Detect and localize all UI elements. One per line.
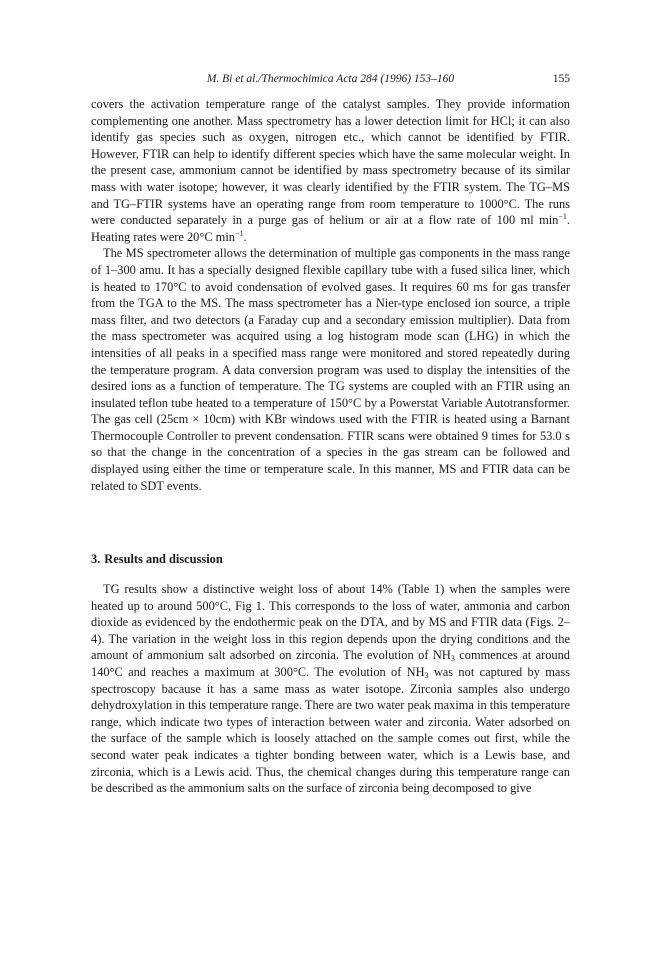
section-title: Results and discussion: [104, 552, 223, 566]
results-text-block: [91, 581, 570, 797]
paragraph-ms-spectrometer: The MS spectrometer allows the determination of multiple gas components in the mass range of 1–300 amu. It has a specially designed flexible capillary tube with a fused silica liner, which is heated to 170°C to avoid condensation of evolved gases. It requires 60 ms for gas transfer from the TGA to the MS. The mass spectrometer has a Nier-type enclosed ion source, a triple mass filter, and two detectors (a Faraday cup and a secondary emission multiplier). Data from the mass spectrometer was acquired using a log histogram mode scan (LHG) in which the intensities of all peaks in a specified mass range were monitored and stored repeatedly during the temperature program. A data conversion program was used to display the intensities of the desired ions as a function of temperature. The TG systems are coupled with an FTIR using an insulated teflon tube heated to a temperature of 150°C by a Powerstat Variable Autotransformer. The gas cell (25cm × 10cm) with KBr windows used with the FTIR is heated using a Barnant Thermocouple Controller to prevent condensation. FTIR scans were obtained 9 times for 53.0 s so that the change in the concentration of a species in the gas stream can be followed and displayed using either the time or temperature scale. In this manner, MS and FTIR data can be related to SDT events.: [91, 246, 570, 493]
paragraph-continued: covers the activation temperature range of the catalyst samples. They provide information complementing one another. Mass spectrometry has a lower detection limit for HCl; it can also identify gas species such as oxygen, nitrogen etc., which cannot be identified by FTIR. However, FTIR can help to identify different species which have the same molecular weight. In the present case, ammonium cannot be identified by mass spectrometry because of its similar mass with water isotope; however, it was clearly identified by the FTIR system. The TG–MS and TG–FTIR systems have an operating range from room temperature to 1000°C. The runs were conducted separately in a purge gas of helium or air at a flow rate of 100 ml $\min^{-1}$. Heating rates were 20°C $\min^{-1}$.: [91, 97, 570, 244]
running-head-title: M. Bi et al./Thermochimica Acta 284 (1996) 153–160: [206, 73, 455, 85]
section-heading: [91, 551, 227, 567]
methods-text-block: [91, 96, 570, 494]
page-number: 155: [552, 73, 570, 85]
running-head: [91, 70, 570, 88]
section-number: 3.: [91, 552, 101, 566]
paragraph-tg-results: TG results show a distinctive weight loss of about 14% (Table 1) when the samples were heated up to around 500°C, Fig 1. This corresponds to the loss of water, ammonia and carbon dioxide as evidenced by the endothermic peak on the DTA, and by MS and FTIR data (Figs. 2–4). The variation in the weight loss in this region depends upon the drying conditions and the amount of ammonium salt adsorbed on zirconia. The evolution of $NH_3$ commences at around 140°C and reaches a maximum at 300°C. The evolution of $NH_3$ was not captured by mass spectroscopy bacause it has a same mass as water isotope. Zirconia samples also undergo dehydroxylation in this temperature range. There are two water peak maxima in this temperature range, which indicate two types of interaction between water and zirconia. Water adsorbed on the surface of the sample which is loosely attached on the sample comes out first, while the second water peak indicates a tighter bonding between water, which is a Lewis base, and zirconia, which is a Lewis acid. Thus, the chemical changes during this temperature range can be described as the ammonium salts on the surface of zirconia being decomposed to give: [91, 582, 570, 796]
